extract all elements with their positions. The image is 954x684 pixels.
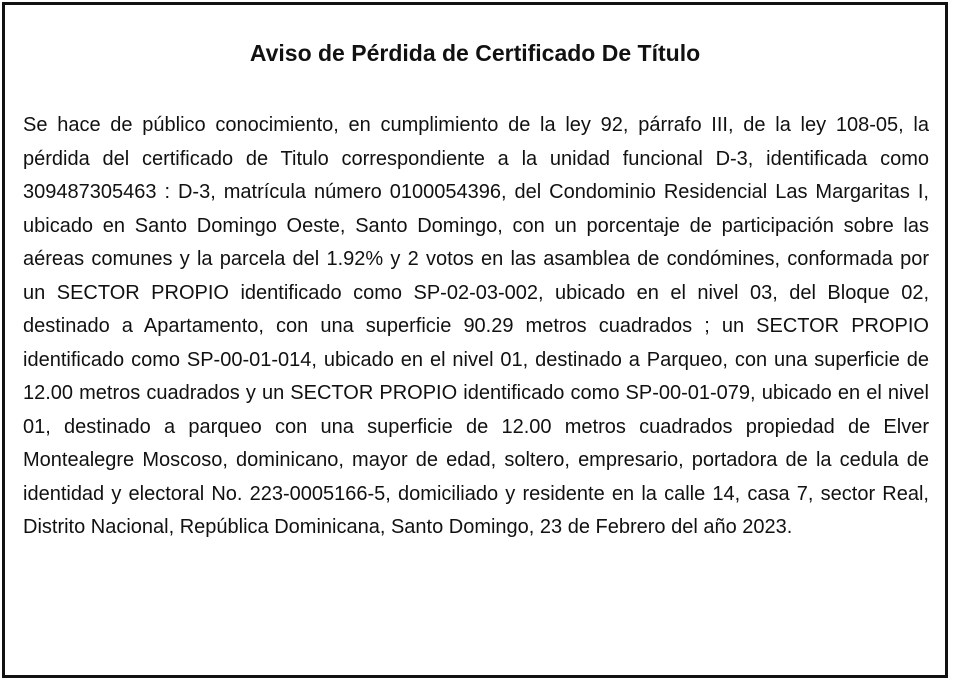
notice-body: Se hace de público conocimiento, en cumplimiento de la ley 92, párrafo III, de la ley 108-05, la pérdida del certificado de Titulo correspondiente a la unidad funcional D-3, identificada como 309487305463 : D-3, matrícula número 0100054396, del Condominio Residencial Las Margaritas I, ubicado en Santo Domingo Oeste, Santo Domingo, con un porcentaje de participación sobre las aéreas comunes y la parcela del 1.92% y 2 votos en las asamblea de condómines, conformada por un SECTOR PROPIO identificado como SP-02-03-002, ubicado en el nivel 03, del Bloque 02, destinado a Apartamento, con una superficie 90.29 metros cuadrados ; un SECTOR PROPIO identificado como SP-00-01-014, ubicado en el nivel 01, destinado a Parqueo, con una superficie de 12.00 metros cuadrados y un SECTOR PROPIO identificado como SP-00-01-079, ubicado en el nivel 01, destinado a parqueo con una superficie de 12.00 metros cuadrados propiedad de Elver Montealegre Moscoso, dominicano, mayor de edad, soltero, empresario, portadora de la cedula de identidad y electoral No. 223-0005166-5, domiciliado y residente en la calle 14, casa 7, sector Real, Distrito Nacional, República Dominicana, Santo Domingo, 23 de Febrero del año 2023.: [23, 114, 929, 538]
notice-title: Aviso de Pérdida de Certificado De Título: [249, 40, 701, 66]
notice-frame: [2, 2, 948, 678]
